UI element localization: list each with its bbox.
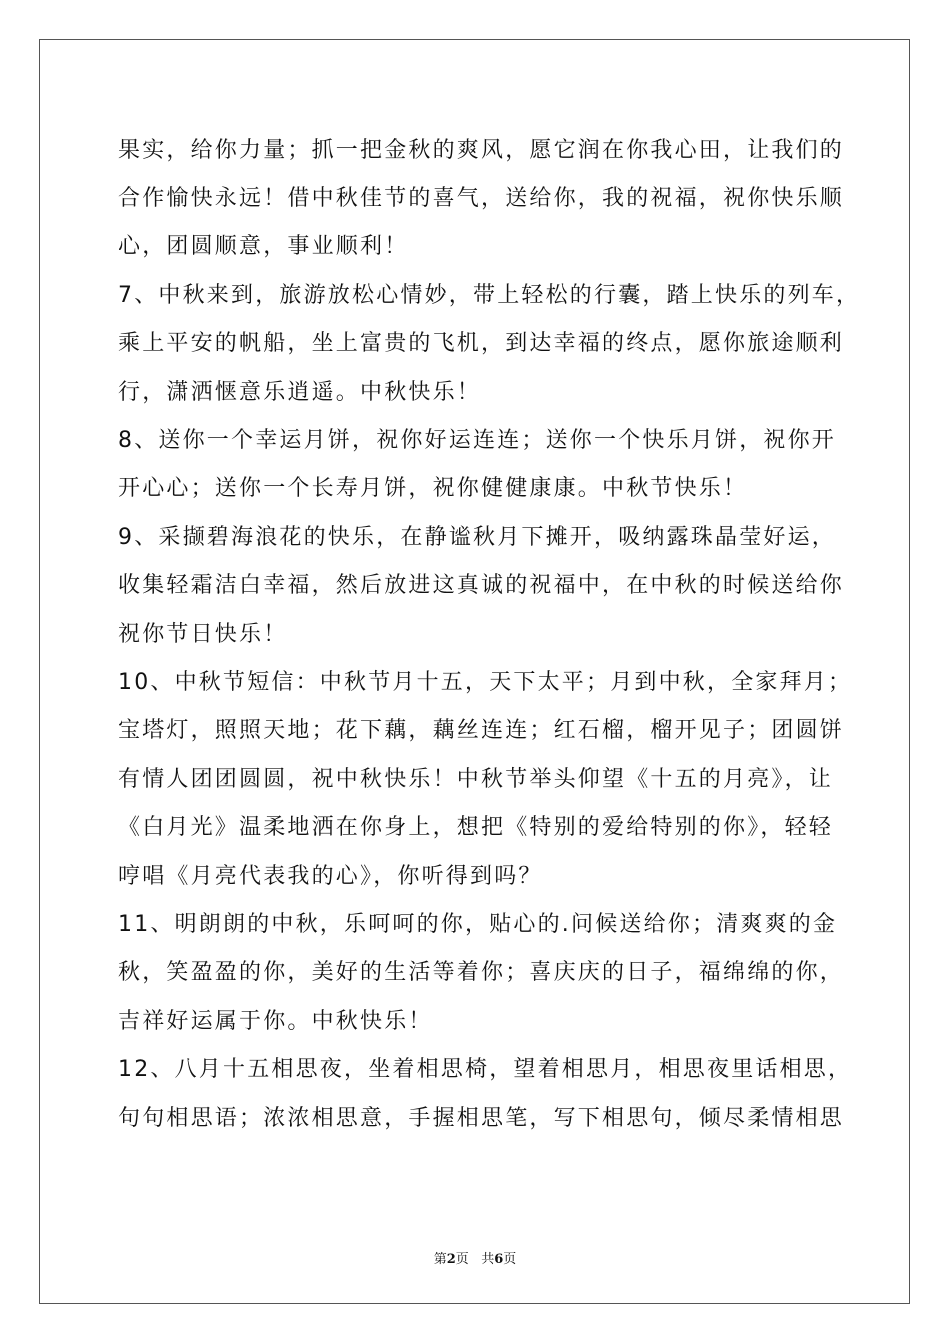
footer-page-prefix: 第	[433, 1252, 447, 1267]
text-line: 收集轻霜洁白幸福，然后放进这真诚的祝福中，在中秋的时候送给你	[118, 573, 845, 598]
footer-page-suffix: 页	[455, 1252, 469, 1267]
text-line: 有情人团团圆圆，祝中秋快乐！中秋节举头仰望《十五的月亮》，让	[118, 767, 834, 792]
footer-page-number: 2	[446, 1252, 456, 1267]
text-line: 8、送你一个幸运月饼，祝你好运连连；送你一个快乐月饼，祝你开	[118, 428, 836, 453]
text-line: 哼唱《月亮代表我的心》，你听得到吗？	[118, 864, 543, 889]
text-line: 秋，笑盈盈的你，美好的生活等着你；喜庆庆的日子，福绵绵的你，	[118, 960, 845, 985]
text-line: 9、采撷碧海浪花的快乐，在静谧秋月下摊开，吸纳露珠晶莹好运，	[118, 525, 836, 550]
footer-total-pages: 6	[494, 1252, 504, 1267]
text-line: 心，团圆顺意，事业顺利！	[118, 234, 409, 259]
text-line: 10、中秋节短信：中秋节月十五，天下太平；月到中秋，全家拜月；	[118, 670, 853, 695]
text-line: 合作愉快永远！借中秋佳节的喜气，送给你，我的祝福，祝你快乐顺	[118, 186, 845, 211]
text-line: 宝塔灯，照照天地；花下藕，藕丝连连；红石榴，榴开见子；团圆饼	[118, 718, 845, 743]
text-line: 行，潇洒惬意乐逍遥。中秋快乐！	[118, 380, 482, 405]
footer-total-prefix: 共	[481, 1252, 495, 1267]
footer-total-suffix: 页	[503, 1252, 517, 1267]
text-line: 乘上平安的帆船，坐上富贵的飞机，到达幸福的终点，愿你旅途顺利	[118, 331, 845, 356]
page-footer	[0, 1248, 950, 1267]
text-line: 吉祥好运属于你。中秋快乐！	[118, 1009, 433, 1034]
text-line: 12、八月十五相思夜，坐着相思椅，望着相思月，相思夜里话相思，	[118, 1057, 853, 1082]
text-line: 开心心；送你一个长寿月饼，祝你健健康康。中秋节快乐！	[118, 476, 748, 501]
text-line: 句句相思语；浓浓相思意，手握相思笔，写下相思句，倾尽柔情相思	[118, 1106, 845, 1131]
text-line: 果实，给你力量；抓一把金秋的爽风，愿它润在你我心田，让我们的	[118, 138, 845, 163]
text-line: 《白月光》温柔地洒在你身上，想把《特别的爱给特别的你》，轻轻	[118, 815, 834, 840]
text-line: 7、中秋来到，旅游放松心情妙，带上轻松的行囊，踏上快乐的列车，	[118, 283, 861, 308]
text-line: 11、明朗朗的中秋，乐呵呵的你，贴心的.问候送给你；清爽爽的金	[118, 912, 838, 937]
text-line: 祝你节日快乐！	[118, 622, 288, 647]
